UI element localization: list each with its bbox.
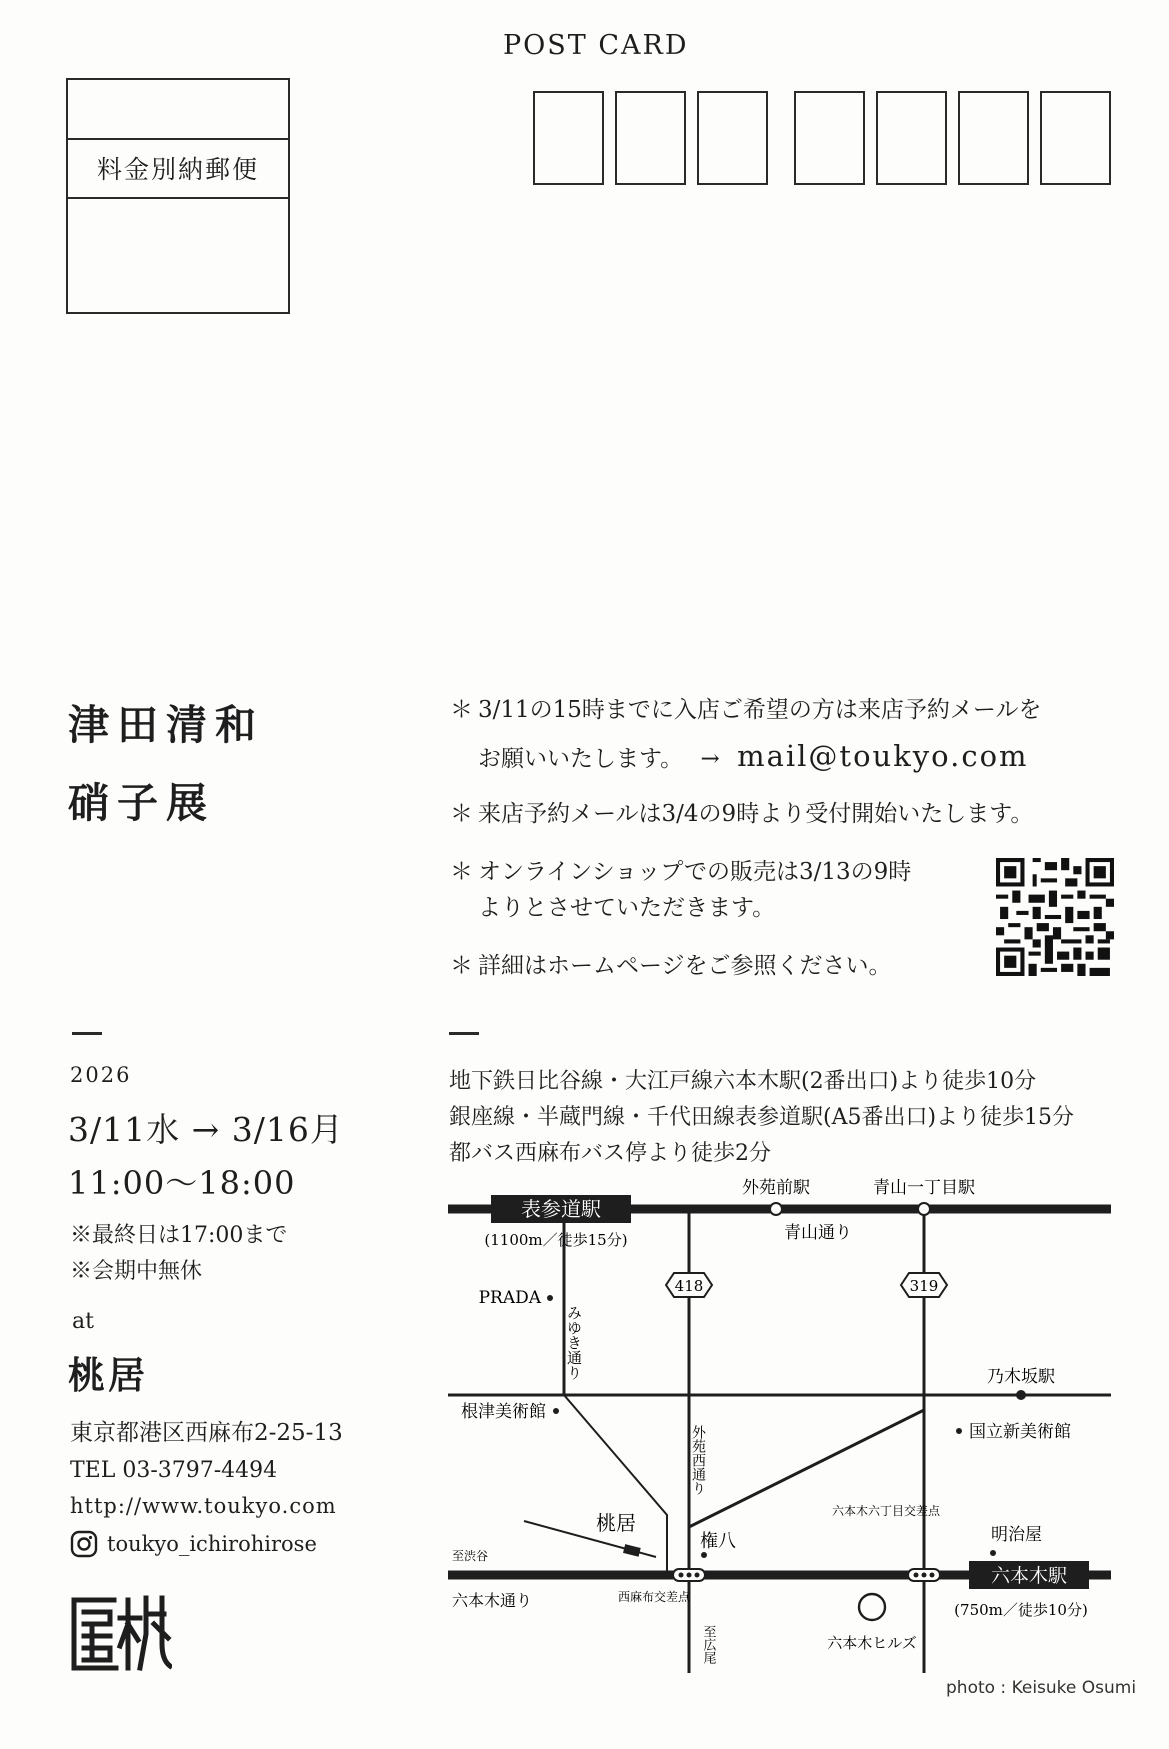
nogizaka-station-label: 乃木坂駅 bbox=[987, 1367, 1055, 1387]
postage-paid-box bbox=[66, 78, 290, 314]
section-divider bbox=[72, 1032, 102, 1035]
roppongi-distance: (750m／徒歩10分) bbox=[954, 1601, 1088, 1619]
note-homepage: 詳細はホームページをご参照ください。 bbox=[478, 953, 892, 979]
omotesando-station-label: 表参道駅 bbox=[521, 1197, 601, 1221]
roppongi-dori-label: 六本木通り bbox=[452, 1591, 533, 1610]
instagram-icon bbox=[70, 1530, 98, 1558]
gaienmae-station-label: 外苑前駅 bbox=[742, 1178, 810, 1198]
venue-address: 東京都港区西麻布2-25-13 bbox=[70, 1420, 343, 1446]
note-bullet: ＊ bbox=[450, 953, 473, 979]
exhibition-name: 硝子展 bbox=[68, 779, 215, 827]
postal-code-box bbox=[615, 91, 686, 185]
route-418-label: 418 bbox=[674, 1277, 704, 1295]
venue-url[interactable]: http://www.toukyo.com bbox=[70, 1494, 337, 1518]
access-map bbox=[446, 1175, 1126, 1675]
omotesando-distance: (1100m／徒歩15分) bbox=[484, 1231, 628, 1249]
reservation-email[interactable]: mail@toukyo.com bbox=[737, 739, 1029, 773]
note-online-shop-line2: よりとさせていただきます。 bbox=[478, 895, 776, 921]
postal-code-box bbox=[794, 91, 865, 185]
no-holiday-note: ※会期中無休 bbox=[70, 1259, 203, 1284]
access-bus: 都バス西麻布バス停より徒歩2分 bbox=[449, 1141, 771, 1166]
postal-code-box bbox=[958, 91, 1029, 185]
venue-tel[interactable]: TEL 03-3797-4494 bbox=[70, 1458, 278, 1483]
note-reservation-line1: 3/11の15時までに入店ご希望の方は来店予約メールを bbox=[478, 697, 1042, 723]
gonpachi-label: 権八 bbox=[700, 1531, 736, 1552]
postal-code-box bbox=[533, 91, 604, 185]
last-day-note: ※最終日は17:00まで bbox=[70, 1223, 288, 1248]
nishiazabu-intersection-label: 西麻布交差点 bbox=[617, 1590, 691, 1604]
section-divider bbox=[449, 1032, 479, 1035]
aoyama-dori-label: 青山通り bbox=[784, 1223, 852, 1243]
instagram-handle: toukyo_ichirohirose bbox=[107, 1532, 317, 1556]
year: 2026 bbox=[70, 1063, 132, 1087]
artist-name: 津田清和 bbox=[68, 701, 264, 749]
note-bullet: ＊ bbox=[450, 697, 473, 723]
postal-code-box bbox=[1040, 91, 1111, 185]
opening-hours: 11:00〜18:00 bbox=[68, 1164, 296, 1202]
access-ginza-hanzomon: 銀座線・半蔵門線・千代田線表参道駅(A5番出口)より徒歩15分 bbox=[449, 1105, 1075, 1130]
miyuki-dori-label: みゆき通り bbox=[565, 1305, 583, 1380]
photo-credit: photo : Keisuke Osumi bbox=[946, 1678, 1137, 1698]
roppongi-station-label: 六本木駅 bbox=[990, 1565, 1068, 1587]
note-reservation-line2: お願いいたします。 bbox=[478, 746, 684, 772]
to-shibuya-label: 至渋谷 bbox=[452, 1549, 489, 1563]
gaien-nishi-dori-label: 外苑西通り bbox=[690, 1425, 706, 1495]
exhibition-dates: 3/11水 → 3/16月 bbox=[68, 1110, 344, 1149]
note-bullet: ＊ bbox=[450, 801, 473, 827]
postal-code-box bbox=[697, 91, 768, 185]
route-319-label: 319 bbox=[909, 1277, 939, 1295]
venue-at: at bbox=[72, 1309, 94, 1334]
toukyo-label: 桃居 bbox=[596, 1511, 636, 1535]
national-art-center-label: 国立新美術館 bbox=[969, 1422, 1071, 1442]
venue-name: 桃居 bbox=[68, 1353, 148, 1397]
roppongi-6-intersection-label: 六本木六丁目交差点 bbox=[831, 1504, 941, 1518]
roppongi-hills-label: 六本木ヒルズ bbox=[827, 1634, 917, 1652]
note-online-shop-line1: オンラインショップでの販売は3/13の9時 bbox=[478, 859, 912, 885]
roppongi-hills-marker bbox=[859, 1594, 885, 1620]
to-hiroo-label: 至広尾 bbox=[700, 1625, 716, 1664]
toukyo-marker bbox=[623, 1544, 641, 1557]
access-hibiya-oedo: 地下鉄日比谷線・大江戸線六本木駅(2番出口)より徒歩10分 bbox=[449, 1069, 1037, 1094]
qr-code[interactable] bbox=[996, 858, 1114, 976]
postcard-title: POST CARD bbox=[503, 30, 689, 61]
instagram-link[interactable] bbox=[70, 1530, 317, 1558]
prada-label: PRADA bbox=[478, 1288, 541, 1308]
toukyo-seal-logo bbox=[70, 1594, 172, 1672]
nezu-museum-label: 根津美術館 bbox=[461, 1402, 546, 1422]
arrow-icon: → bbox=[700, 746, 720, 772]
aoyama-itchome-label: 青山一丁目駅 bbox=[873, 1178, 975, 1198]
postal-code-boxes bbox=[533, 91, 1122, 185]
meijiya-label: 明治屋 bbox=[991, 1525, 1042, 1545]
note-bullet: ＊ bbox=[450, 859, 473, 885]
note-reservation-start: 来店予約メールは3/4の9時より受付開始いたします。 bbox=[478, 801, 1034, 827]
postage-paid-label: 料金別納郵便 bbox=[96, 155, 259, 184]
postal-code-box bbox=[876, 91, 947, 185]
